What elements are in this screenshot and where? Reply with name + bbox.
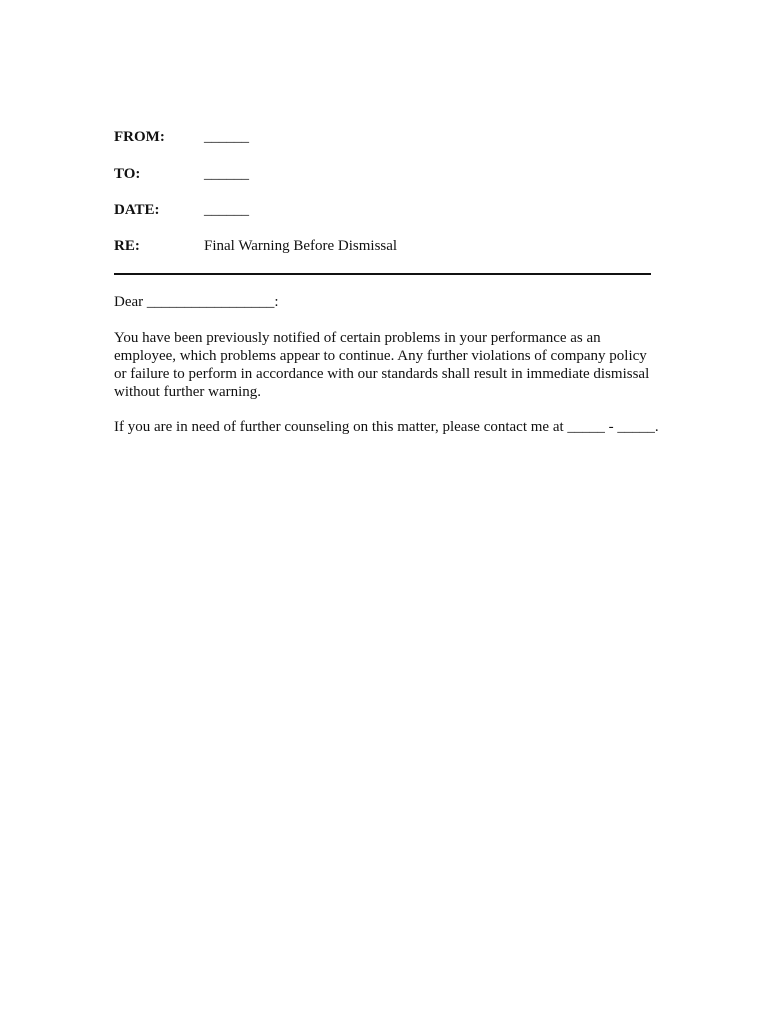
salutation-colon: : [274,294,279,310]
to-label: TO: [114,166,141,182]
paragraph-1-line-2: employee, which problems appear to continue. Any further violations of company policy [114,348,647,364]
salutation-prefix: Dear [114,294,144,310]
from-row [114,128,674,146]
contact-line: If you are in need of further counseling on this matter, please contact me at _____ - _____. [114,419,659,435]
paragraph-1-line-1: You have been previously notified of certain problems in your performance as an [114,330,601,346]
body-paragraph-2 [114,418,694,436]
from-value: ______ [204,129,249,145]
date-label: DATE: [114,202,160,218]
date-row [114,201,674,219]
header-divider [114,273,651,275]
to-row [114,165,674,183]
re-subject: Final Warning Before Dismissal [204,238,398,254]
from-label: FROM: [114,129,165,145]
date-value: ______ [204,202,249,218]
salutation [114,293,674,311]
to-value: ______ [204,166,249,182]
re-label: RE: [114,238,140,254]
paragraph-1-line-3: or failure to perform in accordance with our standards shall result in immediate dismissal [114,366,650,382]
body-paragraph-1 [114,329,674,401]
re-row [114,237,674,255]
salutation-blank: _________________ [146,294,275,310]
paragraph-1-line-4: without further warning. [114,384,262,400]
